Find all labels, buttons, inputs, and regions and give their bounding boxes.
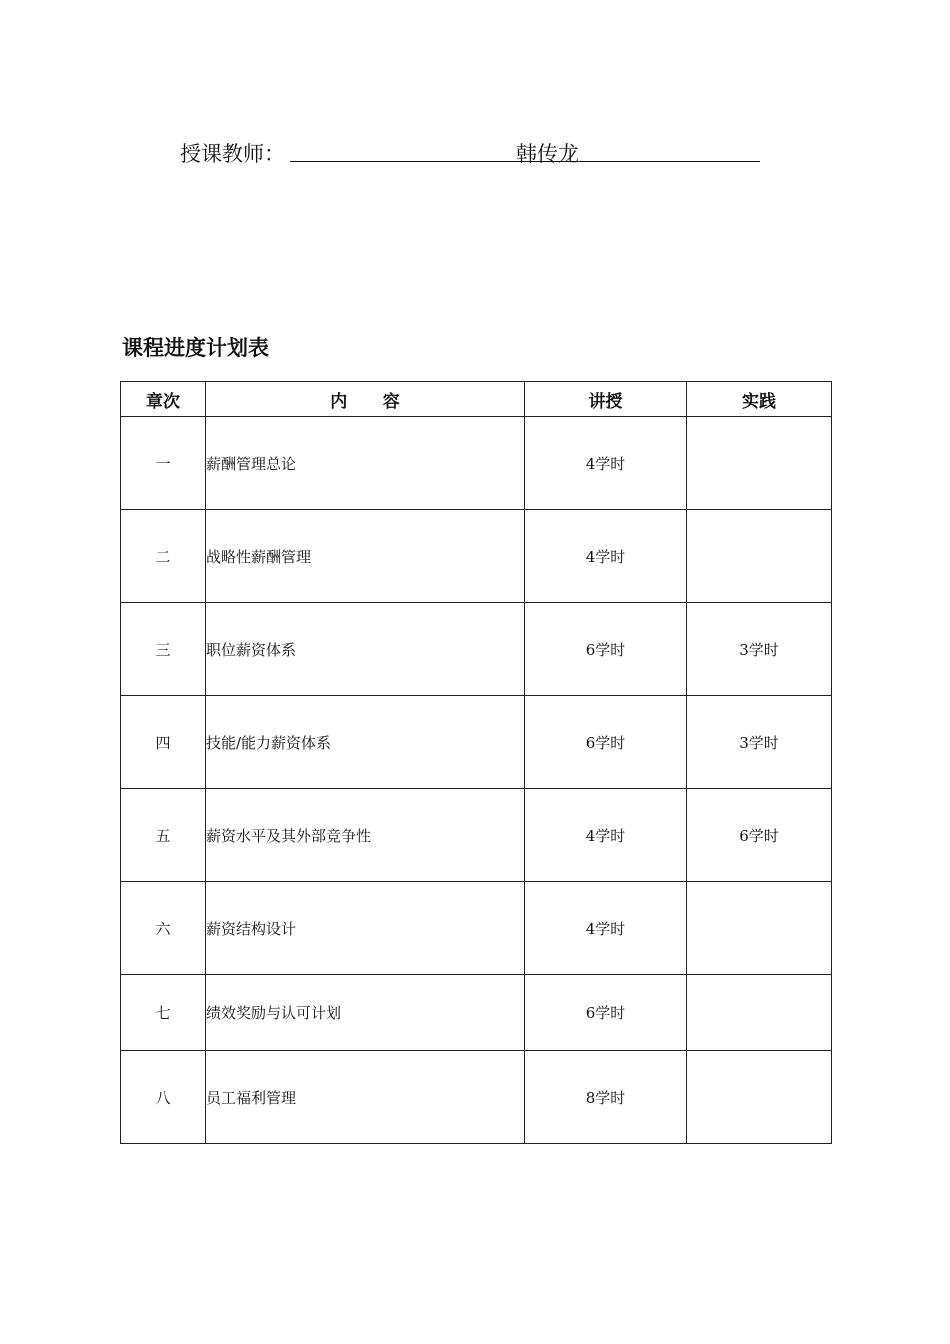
header-practice: 实践: [687, 382, 832, 417]
practice-cell: [687, 975, 832, 1051]
chapter-cell: 三: [121, 603, 206, 696]
content-cell: 技能/能力薪资体系: [206, 696, 525, 789]
content-cell: 绩效奖励与认可计划: [206, 975, 525, 1051]
table-row: [121, 1051, 832, 1144]
chapter-cell: 一: [121, 417, 206, 510]
section-title: 课程进度计划表: [122, 336, 269, 360]
header-lecture: 讲授: [525, 382, 687, 417]
header-chapter: 章次: [121, 382, 206, 417]
table-row: [121, 696, 832, 789]
table-row: [121, 975, 832, 1051]
chapter-cell: 八: [121, 1051, 206, 1144]
practice-cell: [687, 510, 832, 603]
content-cell: 薪资水平及其外部竞争性: [206, 789, 525, 882]
chapter-cell: 七: [121, 975, 206, 1051]
content-cell: 薪资结构设计: [206, 882, 525, 975]
content-cell: 职位薪资体系: [206, 603, 525, 696]
content-cell: 战略性薪酬管理: [206, 510, 525, 603]
lecture-cell: 6学时: [525, 603, 687, 696]
practice-cell: 3学时: [687, 696, 832, 789]
header-content: 内 容: [206, 382, 525, 417]
chapter-cell: 四: [121, 696, 206, 789]
teacher-name: 韩传龙: [516, 142, 579, 166]
table-row: [121, 789, 832, 882]
table-header-row: [121, 382, 832, 417]
table-row: [121, 882, 832, 975]
practice-cell: [687, 1051, 832, 1144]
practice-cell: 6学时: [687, 789, 832, 882]
lecture-cell: 4学时: [525, 510, 687, 603]
schedule-table: [120, 381, 832, 1144]
lecture-cell: 4学时: [525, 882, 687, 975]
lecture-cell: 4学时: [525, 789, 687, 882]
teacher-line: [180, 136, 780, 168]
lecture-cell: 4学时: [525, 417, 687, 510]
lecture-cell: 8学时: [525, 1051, 687, 1144]
content-cell: 员工福利管理: [206, 1051, 525, 1144]
table-row: [121, 510, 832, 603]
content-cell: 薪酬管理总论: [206, 417, 525, 510]
chapter-cell: 五: [121, 789, 206, 882]
practice-cell: [687, 882, 832, 975]
chapter-cell: 六: [121, 882, 206, 975]
lecture-cell: 6学时: [525, 975, 687, 1051]
table-row: [121, 603, 832, 696]
chapter-cell: 二: [121, 510, 206, 603]
table-row: [121, 417, 832, 510]
practice-cell: 3学时: [687, 603, 832, 696]
teacher-label: 授课教师：: [180, 142, 285, 166]
lecture-cell: 6学时: [525, 696, 687, 789]
practice-cell: [687, 417, 832, 510]
